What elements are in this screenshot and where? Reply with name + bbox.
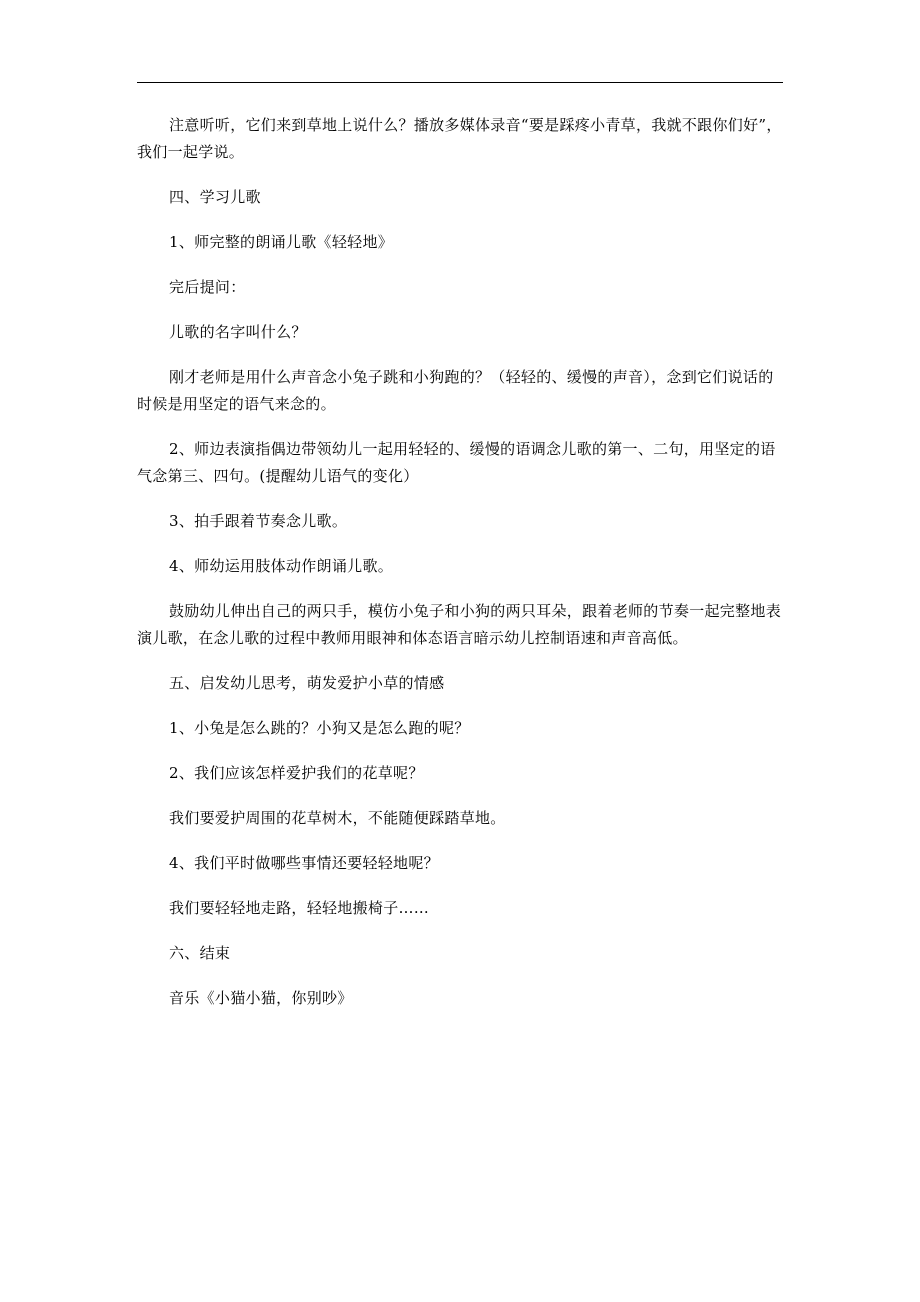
paragraph-music: 音乐《小猫小猫，你别吵》 <box>169 989 353 1007</box>
answer-gently: 我们要轻轻地走路，轻轻地搬椅子…… <box>169 899 430 917</box>
section-heading-6: 六、结束 <box>169 944 231 962</box>
document-body <box>137 112 783 1030</box>
question-4-gently: 4、我们平时做哪些事情还要轻轻地呢？ <box>169 854 439 872</box>
paragraph-question-voice: 刚才老师是用什么声音念小兔子跳和小狗跑的？（轻轻的、缓慢的声音），念到它们说话的时候是用坚定的语气来念的。 <box>137 368 774 413</box>
paragraph-question-prompt: 完后提问： <box>169 278 246 296</box>
step-4-body-movement: 4、师幼运用肢体动作朗诵儿歌。 <box>169 557 394 575</box>
question-1-rabbit-dog: 1、小兔是怎么跳的？小狗又是怎么跑的呢？ <box>169 719 470 737</box>
step-2-perform: 2、师边表演指偶边带领幼儿一起用轻轻的、缓慢的语调念儿歌的第一、二句，用坚定的语气念第三、四句。(提醒幼儿语气的变化） <box>137 440 776 485</box>
step-1-recite: 1、师完整的朗诵儿歌《轻轻地》 <box>169 233 394 251</box>
section-heading-5: 五、启发幼儿思考，萌发爱护小草的情感 <box>169 674 445 692</box>
paragraph-listen: 注意听听，它们来到草地上说什么？播放多媒体录音“要是踩疼小青草，我就不跟你们好”，我们一起学说。 <box>137 116 782 161</box>
question-2-protect: 2、我们应该怎样爱护我们的花草呢？ <box>169 764 424 782</box>
header-rule <box>137 82 783 83</box>
paragraph-question-name: 儿歌的名字叫什么？ <box>169 323 307 341</box>
step-3-clap: 3、拍手跟着节奏念儿歌。 <box>169 512 348 530</box>
section-heading-4: 四、学习儿歌 <box>169 188 261 206</box>
answer-protect: 我们要爱护周围的花草树木，不能随便踩踏草地。 <box>169 809 506 827</box>
paragraph-encourage: 鼓励幼儿伸出自己的两只手，模仿小兔子和小狗的两只耳朵，跟着老师的节奏一起完整地表演儿歌，在念儿歌的过程中教师用眼神和体态语言暗示幼儿控制语速和声音高低。 <box>137 602 782 647</box>
